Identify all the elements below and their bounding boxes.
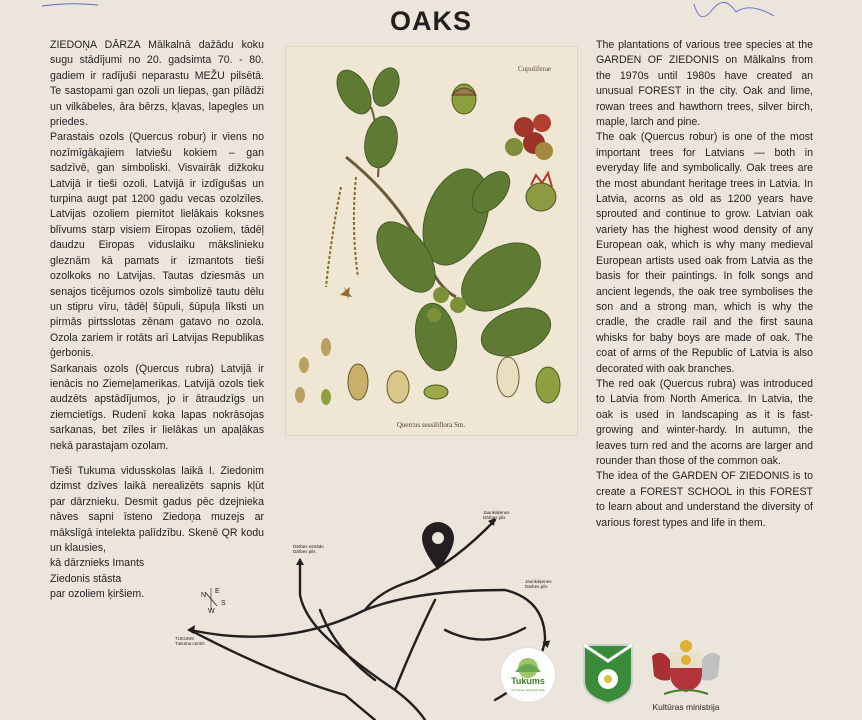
en-paragraph-quercus-robur: The oak (Quercus robur) is one of the most important trees for Latvians — both in everyday life and symbolically. Oak trees are the most abundant heritage trees in Latvia. In Latvia, acorns as old as 1200 years have sprouted and continue to grow. Latvian oak variety has the highest wood density of any European oak, which is why many medieval European artists used oak from Latvia as the basis for their paintings. In folk songs and ancient legends, the oak tree symbolises the son and a strong man, which is why the cradle, the cradle rail and the first sauna whisks for baby boys are made of oak. The coat of arms of the Republic of Latvia is also decorated with oak branches. bbox=[596, 131, 813, 375]
location-pin-icon bbox=[422, 522, 454, 570]
map-label-bottom-left-1: TUKUMS bbox=[175, 636, 194, 641]
lv-paragraph-gardener: Tieši Tukuma vidusskolas laikā I. Ziedonim dzimst dzīves laikā nerealizēts sapnis kļūt par dārznieku. Desmit gadus pēc dzejnieka nāves sapni īsteno Ziedoņa muzejs ar mākslīgā intelekta palīdzību. Skenē QR kodu un klausies, bbox=[50, 464, 264, 554]
lv-poem-line-3: par ozoliem ķiršiem. bbox=[50, 588, 145, 601]
map-label-top-right-2: Dārbes pils bbox=[483, 515, 506, 520]
oak-botanical-illustration bbox=[285, 46, 578, 436]
ministry-of-culture-logo bbox=[646, 638, 726, 710]
en-paragraph-quercus-rubra: The red oak (Quercus rubra) was introduced to Latvia from North America. In Latvia, the oak is used in landscaping as it is fast-growing and winter-hardy. In autumn, the leaves turn red and the acorns are larger and rounder than those of the common oak. bbox=[596, 377, 813, 467]
map-label-top-right-1: Jaunkaķenes bbox=[483, 510, 510, 515]
english-text-column bbox=[596, 38, 813, 531]
map-label-left-2: Dārbes pils bbox=[293, 549, 316, 554]
ministry-label: Kultūras ministrija bbox=[652, 702, 720, 712]
lv-paragraph-quercus-rubra: Sarkanais ozols (Quercus rubra) Latvijā ir ienācis no Ziemeļamerikas. Latvijā ozols tiek audzēts apstādījumos, jo ir ātraudzīgs un ziemcietīgs. Rudenī koka lapas nokrāsojas sarkanas, bet zīles ir lielākas un apaļākas nekā parastajam ozolam. bbox=[50, 362, 264, 452]
lv-paragraph-intro: ZIEDOŅA DĀRZA Mālkalnā dažādu koku sugu stādījumi no 20. gadsimta 70. - 80. gadiem ir radījuši neparastu MEŽU pilsētā. Te sastopami gan ozoli un liepas, gan pīlādži un vilkābeles, āra bērzs, kļavas, lapegles un priedes. bbox=[50, 39, 264, 129]
tukums-coat-of-arms-icon bbox=[582, 643, 634, 705]
lv-poem-line-1: kā dārznieks Imants bbox=[50, 557, 145, 570]
svg-text:Tukums: Tukums bbox=[511, 676, 545, 686]
compass-icon bbox=[201, 588, 226, 615]
svg-text:E: E bbox=[215, 588, 220, 595]
lv-paragraph-quercus-robur: Parastais ozols (Quercus robur) ir viens no nozīmīgākajiem latviešu kokiem – gan sadzīvē, gan simboliski. Visvairāk dižkoku Latvijā ir tieši ozoli. Latvijā ir izdīgušas un turpina augt pat 1200 gadu vecas ozolzīles. Latvijas ozoliem piemītot lielākais koksnes blīvums starp visiem Eiropas ozoliem, tādēļ daudzu Eiropas viduslaiku mākslinieku gleznām kā pamats ir izmantots tieši ozolkoks no Latvijas. Tautas dziesmās un senajos ticējumos ozols simbolizē tautu dēlu un stipru vīru, tādēļ šūpuli, šūpuļa līksti un pirmās pirtsslotas zēnam gatavo no ozola. Ozola zariem ir rotāts arī Latvijas Republikas ģerbonis. bbox=[50, 131, 264, 360]
tukums-logo bbox=[500, 647, 556, 703]
en-paragraph-forest-school: The idea of the GARDEN OF ZIEDONIS is to create a FOREST SCHOOL in this FOREST to learn about and understand the diversity of various forest types and life in them. bbox=[596, 470, 813, 529]
svg-text:W: W bbox=[208, 608, 215, 615]
en-paragraph-intro: The plantations of various tree species at the GARDEN OF ZIEDONIS on Mālkalns from the 1970s until 1980s have created an unusual FOREST in the city. Oak and lime, rowan trees and hawthorn trees, silver birch, maple, larch and pine. bbox=[596, 39, 813, 129]
svg-text:S: S bbox=[221, 600, 226, 607]
svg-text:Ar Tukumu ziedi pilnu sirdi!: Ar Tukumu ziedi pilnu sirdi! bbox=[511, 688, 545, 692]
svg-text:N: N bbox=[201, 592, 207, 599]
lv-poem-line-2: Ziedonis stāsta bbox=[50, 572, 122, 585]
plate-label: Cupuliferae bbox=[518, 65, 552, 73]
illustration-caption: Quercus sessiliflora Sm. bbox=[396, 421, 466, 429]
page-title: OAKS bbox=[389, 6, 472, 36]
map-label-right-1: Jaunkaķenes bbox=[525, 579, 552, 584]
map-label-bottom-left-2: Tukuma centrs bbox=[175, 641, 205, 646]
map-label-right-2: Dārbes pils bbox=[525, 584, 548, 589]
map-label-left-1: Dārbes estrāde bbox=[293, 544, 324, 549]
